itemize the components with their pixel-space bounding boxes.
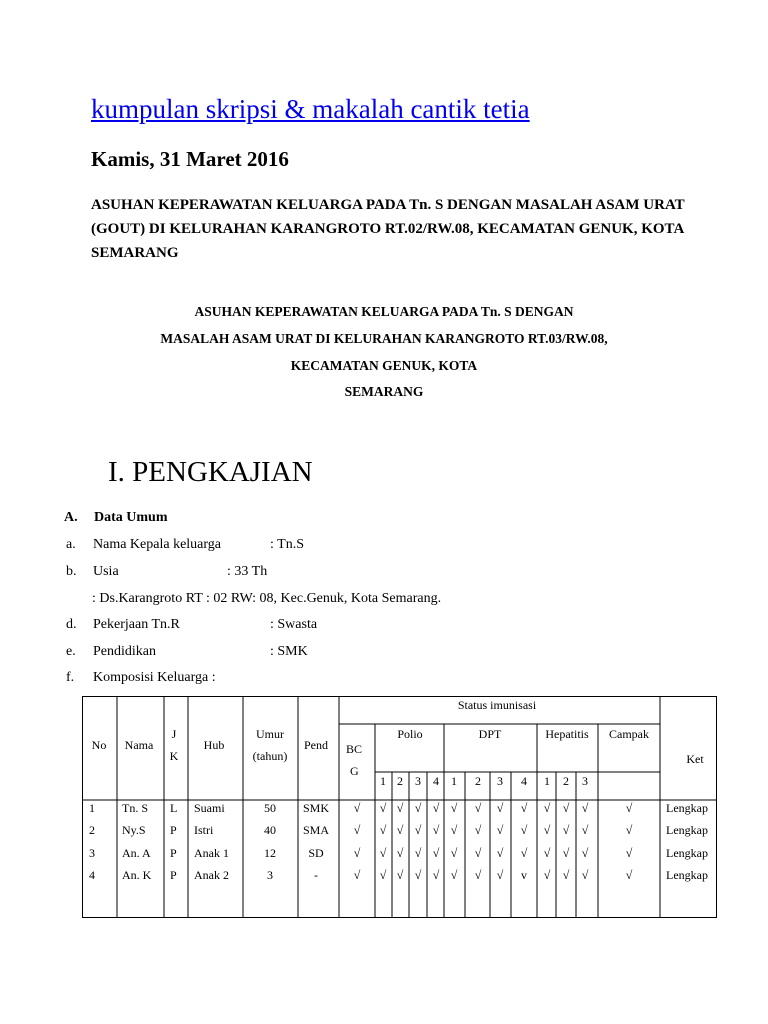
cell-polio: √ (379, 801, 387, 815)
cell-dpt: √ (474, 868, 482, 882)
header-ket: Ket (686, 752, 704, 766)
cell-polio: √ (432, 868, 440, 882)
cell-no: 1 (89, 801, 95, 815)
dose-number: 1 (380, 774, 386, 788)
cell-nama: An. K (122, 868, 152, 882)
header-umur: (tahun) (252, 749, 288, 763)
cell-polio: √ (379, 868, 387, 882)
cell-jk: P (170, 846, 177, 860)
cell-umur: 40 (264, 823, 276, 837)
cell-hepatitis: √ (562, 868, 570, 882)
cell-no: 3 (89, 846, 95, 860)
cell-dpt: √ (520, 823, 528, 837)
cell-umur: 50 (264, 801, 276, 815)
field-value: : SMK (270, 644, 308, 659)
blog-title-link[interactable]: kumpulan skripsi & makalah cantik tetia (91, 94, 530, 124)
dose-number: 3 (415, 774, 421, 788)
cell-ket: Lengkap (666, 823, 708, 837)
cell-pend: SD (308, 846, 324, 860)
field-value: : Ds.Karangroto RT : 02 RW: 08, Kec.Genuk, Kota Semarang. (92, 591, 442, 606)
family-composition-table (82, 696, 717, 918)
cell-polio: √ (396, 801, 404, 815)
cell-no: 2 (89, 823, 95, 837)
cell-dpt: v (521, 868, 527, 882)
cell-hub: Suami (194, 801, 225, 815)
header-no: No (91, 738, 107, 752)
cell-pend: - (314, 868, 318, 882)
cell-pend: SMK (302, 801, 330, 815)
field-letter: d. (66, 617, 77, 632)
cell-nama: Ny.S (122, 823, 146, 837)
cell-hepatitis: √ (543, 801, 551, 815)
cell-hepatitis: √ (543, 846, 551, 860)
cell-hub: Anak 2 (194, 868, 229, 882)
subsection-title: Data Umum (94, 510, 168, 525)
cell-hub: Istri (194, 823, 214, 837)
field-name: Usia (93, 564, 119, 579)
dose-number: 2 (563, 774, 569, 788)
header-nama: Nama (124, 738, 154, 752)
document-heading-line: ASUHAN KEPERAWATAN KELUARGA PADA Tn. S DENGAN (194, 304, 574, 319)
cell-bcg: √ (353, 823, 361, 837)
cell-hepatitis: √ (581, 823, 589, 837)
header-campak: Campak (609, 727, 649, 741)
cell-hepatitis: √ (562, 846, 570, 860)
cell-dpt: √ (450, 868, 458, 882)
cell-campak: √ (625, 868, 633, 882)
field-name: Pekerjaan Tn.R (93, 617, 180, 632)
post-title: ASUHAN KEPERAWATAN KELUARGA PADA Tn. S DENGAN MASALAH ASAM URAT (GOUT) DI KELURAHAN KARANGROTO RT.02/RW.08, KECAMATAN GENUK, KOTA SEMARANG (91, 197, 685, 261)
field-letter: f. (66, 670, 75, 685)
cell-ket: Lengkap (666, 801, 708, 815)
field-name: Komposisi Keluarga : (93, 670, 216, 685)
dose-number: 4 (433, 774, 439, 788)
dose-number: 3 (497, 774, 503, 788)
field-name: Pendidikan (93, 644, 156, 659)
cell-ket: Lengkap (666, 846, 708, 860)
cell-polio: √ (379, 823, 387, 837)
cell-jk: P (170, 823, 177, 837)
dose-number: 3 (582, 774, 588, 788)
cell-polio: √ (414, 823, 422, 837)
cell-dpt: √ (520, 846, 528, 860)
header-bcg: G (350, 764, 359, 778)
cell-hepatitis: √ (581, 868, 589, 882)
document-heading-line: KECAMATAN GENUK, KOTA (290, 358, 478, 373)
header-umur: Umur (256, 727, 284, 741)
cell-hepatitis: √ (543, 823, 551, 837)
cell-polio: √ (414, 846, 422, 860)
dose-number: 2 (475, 774, 481, 788)
dose-number: 2 (397, 774, 403, 788)
field-value: : 33 Th (227, 564, 268, 579)
cell-jk: L (170, 801, 178, 815)
cell-polio: √ (414, 868, 422, 882)
cell-hepatitis: √ (562, 801, 570, 815)
cell-dpt: √ (474, 823, 482, 837)
dose-number: 4 (521, 774, 527, 788)
header-jk: J (171, 727, 177, 741)
field-letter: a. (66, 537, 76, 552)
cell-umur: 3 (267, 868, 273, 882)
cell-jk: P (170, 868, 177, 882)
cell-polio: √ (396, 868, 404, 882)
cell-dpt: √ (474, 846, 482, 860)
field-value: : Swasta (270, 617, 318, 632)
cell-bcg: √ (353, 846, 361, 860)
cell-dpt: √ (450, 801, 458, 815)
cell-nama: Tn. S (122, 801, 149, 815)
header-hepatitis: Hepatitis (545, 727, 589, 741)
cell-dpt: √ (520, 801, 528, 815)
field-value: : Tn.S (270, 537, 304, 552)
header-pend: Pend (304, 738, 328, 752)
field-letter: b. (66, 564, 77, 579)
cell-dpt: √ (496, 846, 504, 860)
cell-no: 4 (89, 868, 95, 882)
header-bcg: BC (346, 742, 363, 756)
cell-dpt: √ (450, 846, 458, 860)
cell-hepatitis: √ (562, 823, 570, 837)
cell-hepatitis: √ (581, 801, 589, 815)
cell-campak: √ (625, 823, 633, 837)
cell-dpt: √ (496, 868, 504, 882)
cell-hepatitis: √ (581, 846, 589, 860)
header-status-imunisasi: Status imunisasi (457, 698, 537, 712)
section-heading: I. PENGKAJIAN (108, 456, 313, 488)
dose-number: 1 (451, 774, 457, 788)
cell-pend: SMA (302, 823, 330, 837)
header-polio: Polio (397, 727, 423, 741)
subsection-label: A. (64, 510, 78, 525)
cell-ket: Lengkap (666, 868, 708, 882)
field-letter: e. (66, 644, 76, 659)
header-jk: K (169, 749, 179, 763)
dose-number: 1 (544, 774, 550, 788)
cell-dpt: √ (496, 823, 504, 837)
cell-umur: 12 (264, 846, 276, 860)
cell-dpt: √ (496, 801, 504, 815)
cell-campak: √ (625, 801, 633, 815)
cell-polio: √ (396, 846, 404, 860)
cell-campak: √ (625, 846, 633, 860)
cell-hepatitis: √ (543, 868, 551, 882)
cell-polio: √ (414, 801, 422, 815)
cell-polio: √ (432, 801, 440, 815)
field-name: Nama Kepala keluarga (93, 537, 222, 552)
cell-polio: √ (432, 823, 440, 837)
subsection-heading (64, 510, 168, 526)
header-hub: Hub (203, 738, 225, 752)
header-dpt: DPT (478, 727, 502, 741)
document-heading-line: SEMARANG (344, 384, 424, 399)
cell-dpt: √ (474, 801, 482, 815)
cell-bcg: √ (353, 868, 361, 882)
cell-polio: √ (396, 823, 404, 837)
cell-bcg: √ (353, 801, 361, 815)
cell-hub: Anak 1 (194, 846, 229, 860)
cell-polio: √ (432, 846, 440, 860)
cell-polio: √ (379, 846, 387, 860)
cell-dpt: √ (450, 823, 458, 837)
document-heading-line: MASALAH ASAM URAT DI KELURAHAN KARANGROTO RT.03/RW.08, (160, 331, 608, 346)
post-date: Kamis, 31 Maret 2016 (91, 147, 289, 171)
cell-nama: An. A (122, 846, 151, 860)
